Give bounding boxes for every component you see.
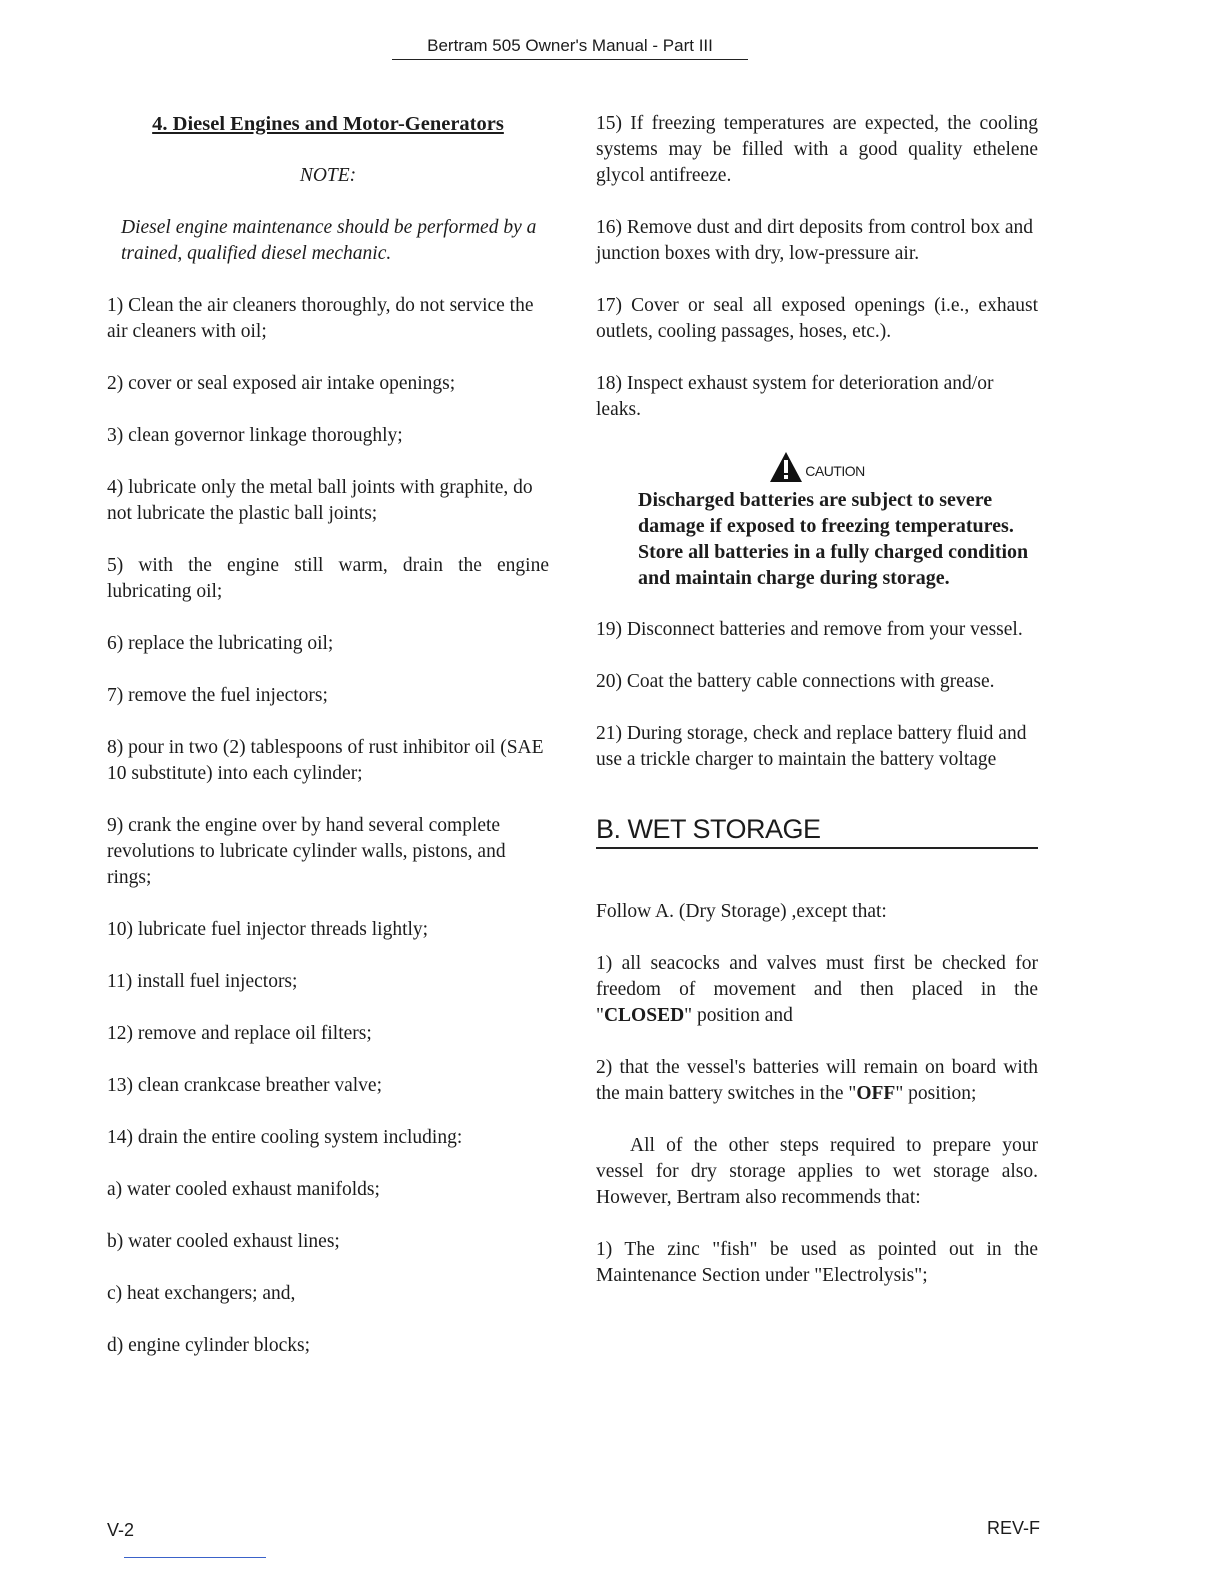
footer-divider [124, 1557, 266, 1558]
caution-label: CAUTION [805, 463, 865, 479]
item-text: 1) all seacocks and valves must first be checked for freedom of movement and then placed in the " [596, 953, 1038, 1026]
other-steps-text: All of the other steps required to prepare your vessel for dry storage applies to wet storage also. However, Bertram also recommends that: [596, 1135, 1038, 1208]
list-item: 3) clean governor linkage thoroughly; [107, 425, 403, 446]
list-item: d) engine cylinder blocks; [107, 1335, 311, 1356]
list-item: 16) Remove dust and dirt deposits from control box and junction boxes with dry, low-pressure air. [596, 217, 1034, 264]
list-item: 12) remove and replace oil filters; [107, 1023, 372, 1044]
list-item: 14) drain the entire cooling system including: [107, 1127, 463, 1148]
caution-heading [596, 449, 1038, 485]
list-item: 7) remove the fuel injectors; [107, 685, 328, 706]
item-text: 2) that the vessel's batteries will remain on board with the main battery switches in the " [596, 1057, 1038, 1104]
list-item: 11) install fuel injectors; [107, 971, 298, 992]
list-item: b) water cooled exhaust lines; [107, 1231, 340, 1252]
list-item [596, 1055, 1038, 1107]
list-item [596, 951, 1038, 1029]
list-item: c) heat exchangers; and, [107, 1283, 296, 1304]
list-item: 19) Disconnect batteries and remove from your vessel. [596, 619, 1023, 640]
list-item: 10) lubricate fuel injector threads lightly; [107, 919, 429, 940]
follow-text: Follow A. (Dry Storage) ,except that: [596, 901, 887, 922]
item-text: " position and [684, 1005, 793, 1026]
left-column [107, 111, 549, 1385]
page-number: V-2 [107, 1520, 135, 1540]
caution-text: Discharged batteries are subject to severe damage if exposed to freezing temperatures. Store all batteries in a fully charged condition and maintain charge during storage. [638, 489, 1029, 589]
caution-box [638, 449, 1038, 591]
list-item: 1) The zinc "fish" be used as pointed out in the Maintenance Section under "Electrolysis"; [596, 1239, 1038, 1286]
page-header: Bertram 505 Owner's Manual - Part III [392, 36, 748, 60]
right-column [596, 111, 1038, 1315]
item-text: " position; [895, 1083, 977, 1104]
list-item: a) water cooled exhaust manifolds; [107, 1179, 380, 1200]
off-keyword: OFF [856, 1083, 896, 1104]
list-item: 21) During storage, check and replace battery fluid and use a trickle charger to maintain the battery voltage [596, 723, 1027, 770]
list-item: 1) Clean the air cleaners thoroughly, do not service the air cleaners with oil; [107, 295, 534, 342]
closed-keyword: CLOSED [603, 1005, 685, 1026]
note-label: NOTE: [299, 165, 357, 186]
list-item: 2) cover or seal exposed air intake openings; [107, 373, 456, 394]
list-item: 9) crank the engine over by hand several complete revolutions to lubricate cylinder walls, pistons, and rings; [107, 815, 506, 888]
list-item: 6) replace the lubricating oil; [107, 633, 334, 654]
list-item: 17) Cover or seal all exposed openings (i.e., exhaust outlets, cooling passages, hoses, etc.). [596, 295, 1038, 342]
list-item: 15) If freezing temperatures are expected, the cooling systems may be filled with a good quality ethelene glycol antifreeze. [596, 113, 1038, 186]
note-text: Diesel engine maintenance should be performed by a trained, qualified diesel mechanic. [121, 217, 537, 264]
warning-triangle-icon [769, 451, 803, 483]
section-b-title: B. WET STORAGE [596, 813, 1038, 849]
list-item: 5) with the engine still warm, drain the engine lubricating oil; [107, 555, 549, 602]
list-item: 8) pour in two (2) tablespoons of rust inhibitor oil (SAE 10 substitute) into each cylinder; [107, 737, 544, 784]
list-item: 13) clean crankcase breather valve; [107, 1075, 382, 1096]
list-item: 18) Inspect exhaust system for deterioration and/or leaks. [596, 373, 994, 420]
section-title: 4. Diesel Engines and Motor-Generators [152, 113, 504, 135]
revision-label: REV-F [986, 1518, 1040, 1538]
list-item: 4) lubricate only the metal ball joints with graphite, do not lubricate the plastic ball joints; [107, 477, 533, 524]
list-item: 20) Coat the battery cable connections with grease. [596, 671, 995, 692]
